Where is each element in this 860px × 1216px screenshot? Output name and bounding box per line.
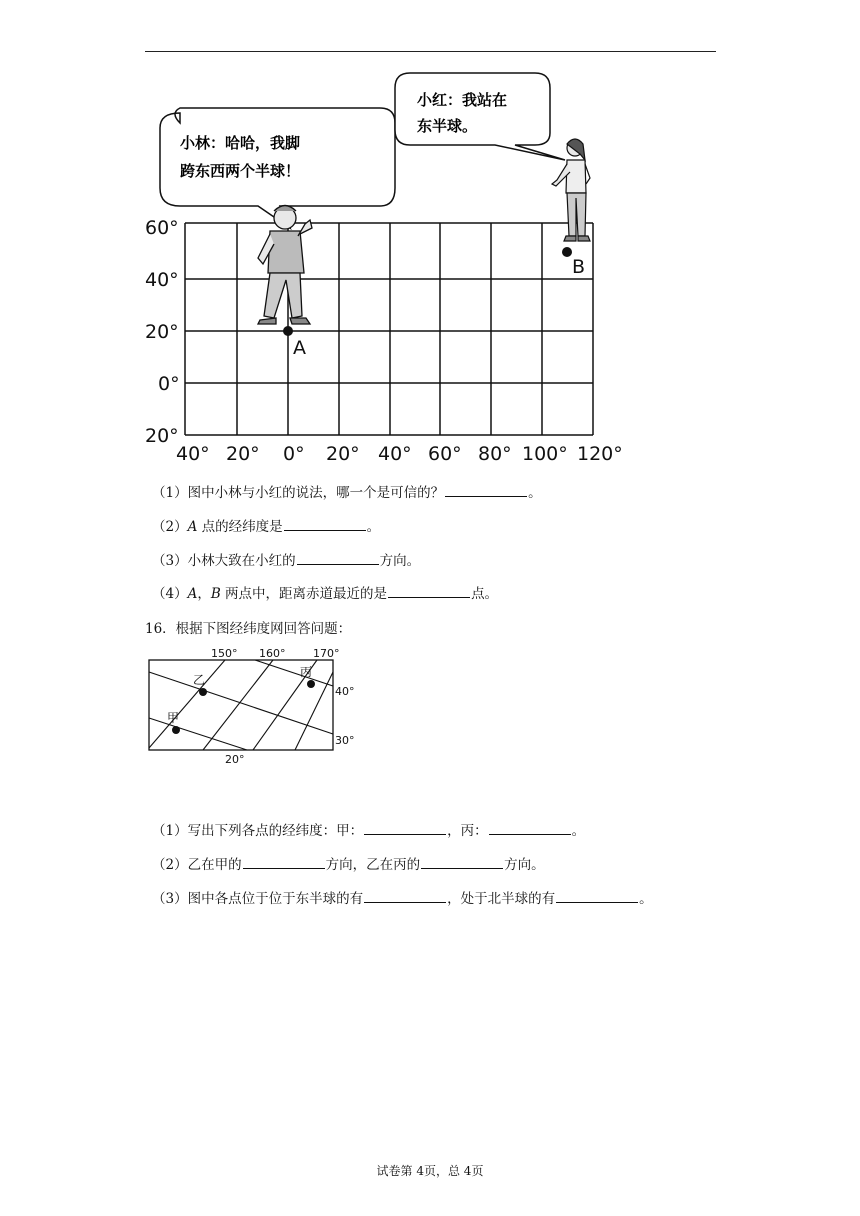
q16-3-mid: ，处于北半球的有	[447, 891, 556, 907]
header-rule	[145, 51, 716, 52]
girl-figure	[552, 139, 590, 241]
lon-label-20e: 20°	[326, 443, 360, 465]
lon-label-20w: 20°	[226, 443, 260, 465]
lon-label-60e: 60°	[428, 443, 462, 465]
point-jia-label: 甲	[167, 711, 180, 725]
answer-blank[interactable]	[364, 822, 446, 835]
oblique-grid-figure	[145, 642, 365, 772]
g16-lat-40: 40°	[335, 685, 355, 698]
point-jia-marker	[172, 726, 180, 734]
q15-4-end: 点。	[471, 586, 499, 602]
point-a-marker	[283, 326, 293, 336]
q15-4-var-b: B	[210, 586, 221, 602]
point-bing-marker	[307, 680, 315, 688]
q15-4-text: 两点中，距离赤道最近的是	[220, 586, 388, 602]
bubble-right-line2: 东半球。	[417, 117, 478, 135]
q15-1-end: 。	[528, 485, 542, 501]
point-a-label: A	[293, 337, 306, 359]
lon-label-120e: 120°	[577, 443, 623, 465]
point-b-label: B	[572, 256, 586, 278]
q15-3	[152, 549, 420, 569]
q15-1-text: （1）图中小林与小红的说法，哪一个是可信的？	[152, 485, 445, 501]
q16-1-mid: ，丙：	[447, 823, 488, 839]
q15-2-text: 点的经纬度是	[197, 519, 283, 535]
q16-2-end: 方向。	[504, 857, 545, 873]
q16-1	[152, 819, 585, 839]
q15-1	[152, 481, 542, 501]
answer-blank[interactable]	[421, 856, 503, 869]
q16-2	[152, 853, 545, 873]
lon-label-40w: 40°	[176, 443, 210, 465]
q15-3-end: 方向。	[379, 553, 421, 569]
q16-2-text: （2）乙在甲的	[152, 857, 242, 873]
q15-4	[152, 582, 498, 602]
q16-3-end: 。	[639, 891, 653, 907]
point-bing-label: 丙	[300, 665, 313, 679]
lon-label-0: 0°	[283, 443, 305, 465]
lon-label-40e: 40°	[378, 443, 412, 465]
q15-2-var: A	[187, 519, 198, 535]
lat-label-40: 40°	[145, 269, 179, 291]
q16-1-end: 。	[571, 823, 586, 839]
g16-lon-150: 150°	[211, 647, 238, 660]
bubble-left-line2: 跨东西两个半球！	[180, 162, 301, 180]
g16-lat-20: 20°	[225, 753, 245, 766]
point-b-marker	[562, 247, 572, 257]
lat-label-0: 0°	[158, 373, 180, 395]
q16-2-mid: 方向，乙在丙的	[325, 857, 421, 873]
lat-label-60: 60°	[145, 217, 179, 239]
q16-1-text: （1）写出下列各点的经纬度：甲：	[152, 823, 364, 839]
answer-blank[interactable]	[445, 484, 527, 497]
q16-3	[152, 887, 653, 907]
g16-lat-30: 30°	[335, 734, 355, 747]
lat-label-20s: 20°	[145, 425, 179, 447]
g16-lon-170: 170°	[313, 647, 340, 660]
q15-2-num: （2）	[152, 519, 188, 535]
lon-label-100e: 100°	[522, 443, 568, 465]
q15-2-end: 。	[366, 519, 381, 535]
answer-blank[interactable]	[297, 552, 379, 565]
q15-4-num: （4）	[152, 586, 188, 602]
g16-lon-160: 160°	[259, 647, 286, 660]
answer-blank[interactable]	[489, 822, 571, 835]
q15-4-sep: ，	[197, 586, 211, 602]
lon-label-80e: 80°	[478, 443, 512, 465]
answer-blank[interactable]	[388, 585, 470, 598]
page-footer: 试卷第 4页，总 4页	[376, 1164, 484, 1178]
q15-4-var-a: A	[187, 586, 198, 602]
lat-label-20: 20°	[145, 321, 179, 343]
question-16-title: 16．根据下图经纬度网回答问题：	[145, 621, 352, 637]
answer-blank[interactable]	[364, 890, 446, 903]
bubble-left-line1: 小林：哈哈，我脚	[180, 134, 301, 152]
lat-lon-grid-figure	[140, 68, 640, 468]
answer-blank[interactable]	[284, 518, 366, 531]
q15-3-text: （3）小林大致在小红的	[152, 553, 296, 569]
point-yi-label: 乙	[193, 673, 206, 687]
answer-blank[interactable]	[243, 856, 325, 869]
q16-3-text: （3）图中各点位于位于东半球的有	[152, 891, 364, 907]
grid-lines	[185, 223, 593, 435]
answer-blank[interactable]	[556, 890, 638, 903]
point-yi-marker	[199, 688, 207, 696]
bubble-right-line1: 小红：我站在	[417, 91, 508, 109]
q15-2	[152, 515, 380, 535]
